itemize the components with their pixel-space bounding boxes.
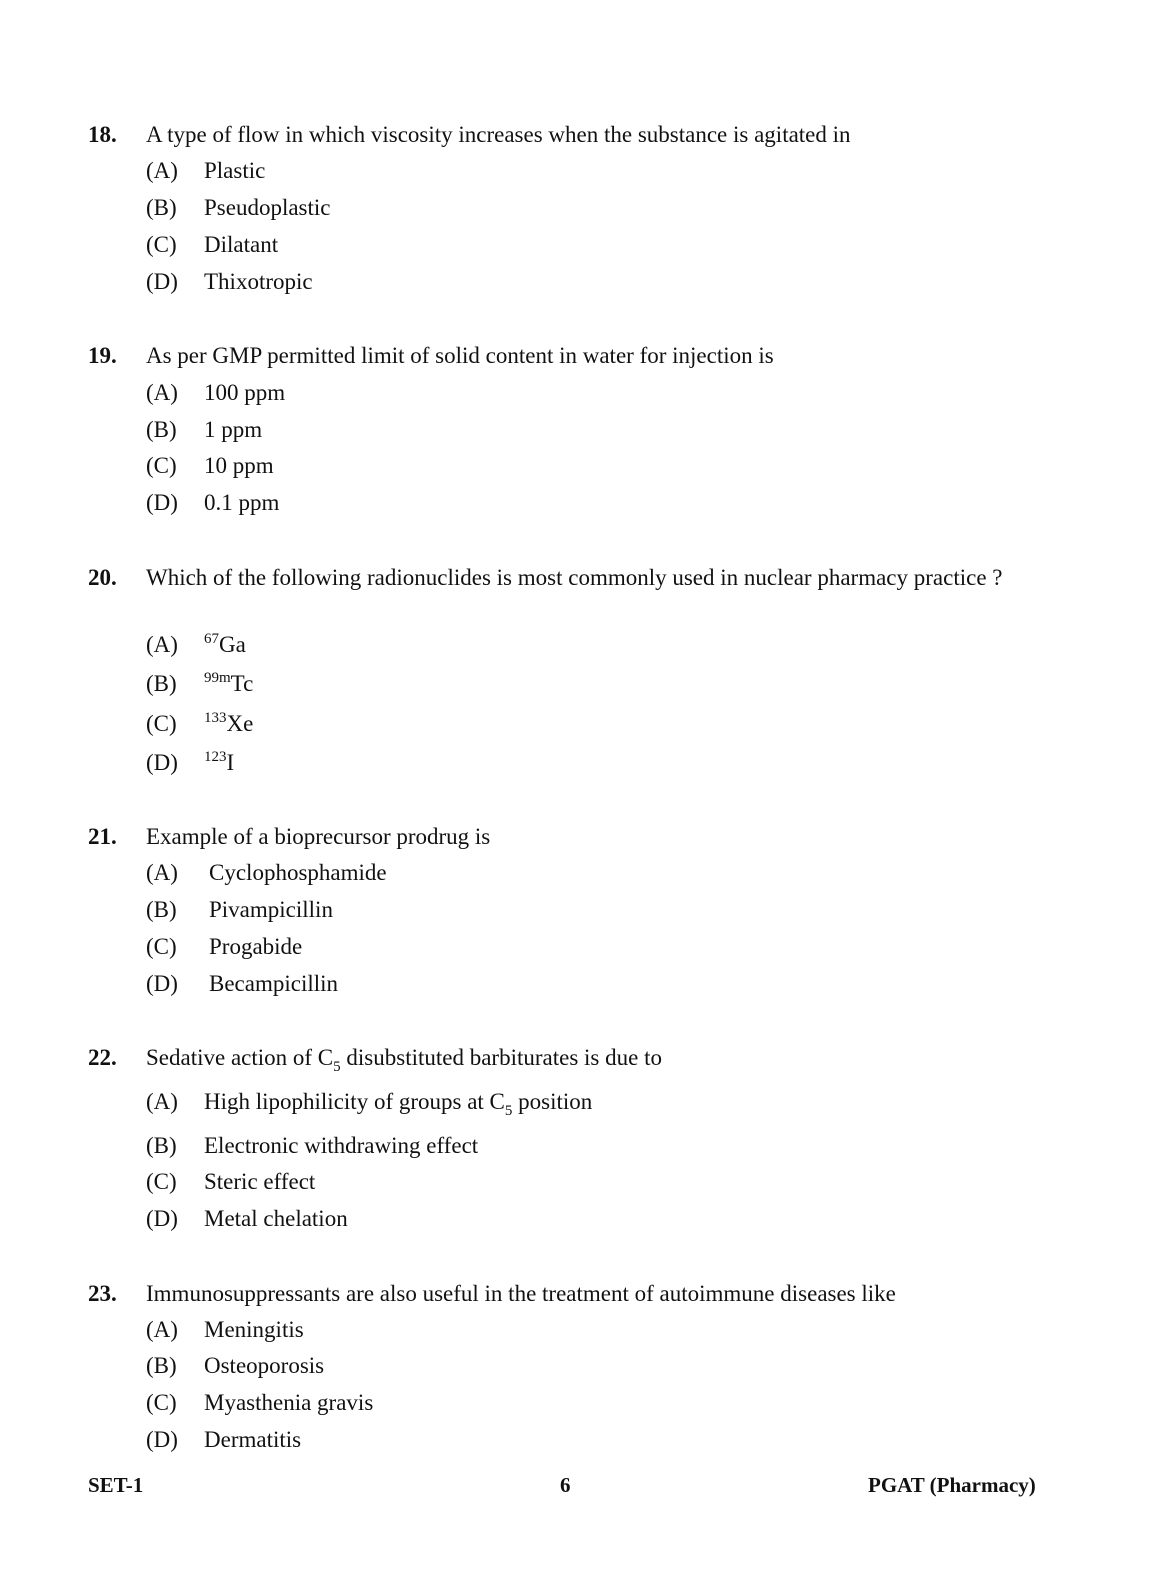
option-text: Myasthenia gravis <box>204 1390 374 1415</box>
option-c[interactable] <box>146 1390 373 1416</box>
option-text: Pivampicillin <box>209 897 333 922</box>
question-text-before: Sedative action of C <box>146 1045 334 1070</box>
question-number: 19. <box>88 343 117 368</box>
option-label: (C) <box>146 934 177 959</box>
option-d[interactable] <box>146 269 313 295</box>
option-label: (C) <box>146 1169 177 1194</box>
option-a[interactable] <box>146 380 285 406</box>
option-d[interactable] <box>146 1427 301 1453</box>
option-a[interactable] <box>146 632 246 658</box>
option-text-after: position <box>512 1089 593 1114</box>
option-text: Dermatitis <box>204 1427 302 1452</box>
option-text: 100 ppm <box>204 380 286 405</box>
option-text: Thixotropic <box>204 269 313 294</box>
question-text: Which of the following radionuclides is most commonly used in nuclear pharmacy practice ? <box>146 565 1003 590</box>
option-label: (A) <box>146 860 178 885</box>
option-b[interactable] <box>146 1133 478 1159</box>
option-label: (D) <box>146 971 178 996</box>
question-text: Example of a bioprecursor prodrug is <box>146 824 491 849</box>
option-b[interactable] <box>146 195 331 221</box>
option-c[interactable] <box>146 232 278 258</box>
option-text: Osteoporosis <box>204 1353 325 1378</box>
option-c[interactable] <box>146 453 274 479</box>
isotope-mass-number: 133 <box>204 710 227 726</box>
option-label: (A) <box>146 1089 178 1114</box>
option-text: Ga <box>219 632 246 657</box>
option-label: (C) <box>146 453 177 478</box>
option-text: 10 ppm <box>204 453 274 478</box>
option-d[interactable] <box>146 1206 348 1232</box>
option-text: Plastic <box>204 158 266 183</box>
subscript: 5 <box>504 1103 513 1119</box>
question-number: 23. <box>88 1281 117 1306</box>
option-label: (B) <box>146 417 177 442</box>
question-text-after: disubstituted barbiturates is due to <box>340 1045 662 1070</box>
option-label: (A) <box>146 1317 178 1342</box>
question-number: 21. <box>88 824 117 849</box>
option-d[interactable] <box>146 490 279 516</box>
option-text: Dilatant <box>204 232 279 257</box>
isotope-mass-number: 67 <box>204 631 219 647</box>
option-text: Steric effect <box>204 1169 316 1194</box>
option-c[interactable] <box>146 934 302 960</box>
option-text: Becampicillin <box>209 971 339 996</box>
option-d[interactable] <box>146 750 234 776</box>
option-label: (B) <box>146 195 177 220</box>
option-label: (C) <box>146 1390 177 1415</box>
option-label: (A) <box>146 632 178 657</box>
option-d[interactable] <box>146 971 338 997</box>
option-label: (B) <box>146 671 177 696</box>
option-c[interactable] <box>146 711 253 737</box>
option-b[interactable] <box>146 671 253 697</box>
option-text: Electronic withdrawing effect <box>204 1133 479 1158</box>
option-c[interactable] <box>146 1169 315 1195</box>
option-b[interactable] <box>146 417 262 443</box>
option-text: Pseudoplastic <box>204 195 331 220</box>
option-text: Xe <box>226 711 254 736</box>
option-text: 1 ppm <box>204 417 263 442</box>
subscript: 5 <box>333 1059 341 1075</box>
option-a[interactable] <box>146 860 387 886</box>
option-a[interactable] <box>146 1089 593 1119</box>
isotope-mass-number: 99m <box>204 670 231 686</box>
option-a[interactable] <box>146 1317 304 1343</box>
question-text: As per GMP permitted limit of solid content in water for injection is <box>146 343 774 368</box>
option-label: (C) <box>146 232 177 257</box>
footer-set-code: SET-1 <box>88 1473 144 1497</box>
option-label: (D) <box>146 1206 178 1231</box>
footer-page-number: 6 <box>560 1473 571 1497</box>
option-b[interactable] <box>146 1353 324 1379</box>
isotope-mass-number: 123 <box>204 749 227 765</box>
question-number: 22. <box>88 1045 117 1070</box>
option-label: (A) <box>146 158 178 183</box>
option-label: (B) <box>146 897 177 922</box>
option-text: 0.1 ppm <box>204 490 280 515</box>
question-text <box>146 1043 1039 1075</box>
option-label: (D) <box>146 490 178 515</box>
option-label: (D) <box>146 269 178 294</box>
option-a[interactable] <box>146 158 265 184</box>
option-label: (A) <box>146 380 178 405</box>
question-text: A type of flow in which viscosity increases when the substance is agitated in <box>146 122 851 147</box>
option-text: Progabide <box>209 934 303 959</box>
option-b[interactable] <box>146 897 333 923</box>
option-label: (B) <box>146 1353 177 1378</box>
option-text: Tc <box>230 671 254 696</box>
option-text: Metal chelation <box>204 1206 348 1231</box>
footer-exam-title: PGAT (Pharmacy) <box>868 1473 1036 1497</box>
option-label: (B) <box>146 1133 177 1158</box>
option-label: (D) <box>146 750 178 775</box>
question-number: 20. <box>88 565 117 590</box>
question-text: Immunosuppressants are also useful in the treatment of autoimmune diseases like <box>146 1281 896 1306</box>
option-text: Meningitis <box>204 1317 304 1342</box>
option-label: (D) <box>146 1427 178 1452</box>
option-text: Cyclophosphamide <box>209 860 387 885</box>
option-label: (C) <box>146 711 177 736</box>
option-text-before: High lipophilicity of groups at C <box>204 1089 505 1114</box>
option-text: I <box>226 750 235 775</box>
question-number: 18. <box>88 122 117 147</box>
